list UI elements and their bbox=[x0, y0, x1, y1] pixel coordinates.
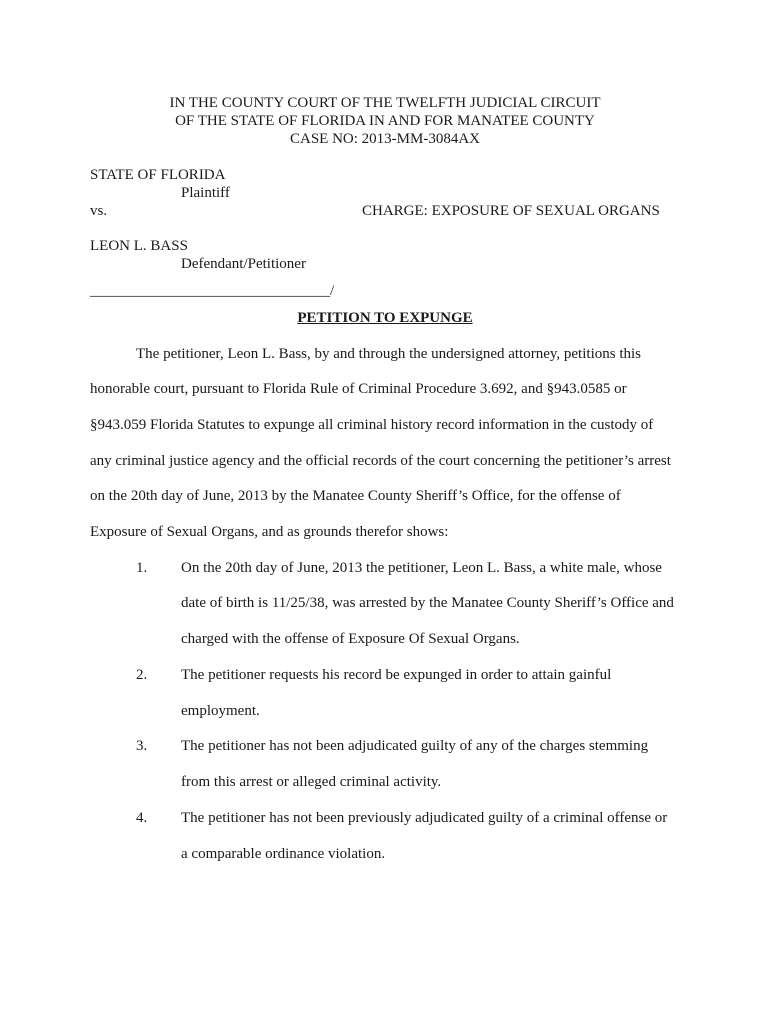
case-number: CASE NO: 2013-MM-3084AX bbox=[289, 131, 480, 147]
item-line: The petitioner has not been previously adjudicated guilty of a criminal offense or bbox=[181, 810, 668, 826]
item-line: charged with the offense of Exposure Of Sexual Organs. bbox=[181, 631, 520, 647]
item-line: On the 20th day of June, 2013 the petitioner, Leon L. Bass, a white male, whose bbox=[181, 560, 662, 576]
charge-label: CHARGE: EXPOSURE OF SEXUAL ORGANS bbox=[362, 203, 660, 219]
intro-line: on the 20th day of June, 2013 by the Manatee County Sheriff’s Office, for the offense of bbox=[90, 488, 621, 504]
item-number: 3. bbox=[136, 738, 148, 754]
item-number: 1. bbox=[136, 560, 148, 576]
item-line: The petitioner has not been adjudicated guilty of any of the charges stemming bbox=[181, 738, 649, 754]
court-line-2: OF THE STATE OF FLORIDA IN AND FOR MANATEE COUNTY bbox=[175, 113, 595, 129]
intro-line: §943.059 Florida Statutes to expunge all criminal history record information in the custody of bbox=[90, 417, 654, 433]
document-title: PETITION TO EXPUNGE bbox=[297, 310, 473, 326]
intro-line: The petitioner, Leon L. Bass, by and through the undersigned attorney, petitions this bbox=[136, 346, 641, 362]
item-number: 2. bbox=[136, 667, 148, 683]
caption-divider: ________________________________/ bbox=[90, 283, 335, 299]
defendant-role: Defendant/Petitioner bbox=[181, 256, 306, 272]
plaintiff-role: Plaintiff bbox=[181, 185, 230, 201]
item-line: from this arrest or alleged criminal activity. bbox=[181, 774, 442, 790]
item-line: date of birth is 11/25/38, was arrested by the Manatee County Sheriff’s Office and bbox=[181, 595, 674, 611]
intro-line: Exposure of Sexual Organs, and as grounds therefor shows: bbox=[90, 524, 449, 540]
intro-line: honorable court, pursuant to Florida Rule of Criminal Procedure 3.692, and §943.0585 or bbox=[90, 381, 627, 397]
item-line: a comparable ordinance violation. bbox=[181, 846, 386, 862]
item-line: employment. bbox=[181, 703, 260, 719]
versus-label: vs. bbox=[90, 203, 108, 219]
item-line: The petitioner requests his record be expunged in order to attain gainful bbox=[181, 667, 612, 683]
plaintiff-name: STATE OF FLORIDA bbox=[90, 167, 226, 183]
item-number: 4. bbox=[136, 810, 148, 826]
intro-line: any criminal justice agency and the official records of the court concerning the petitioner’s arrest bbox=[90, 453, 671, 469]
court-line-1: IN THE COUNTY COURT OF THE TWELFTH JUDICIAL CIRCUIT bbox=[169, 95, 601, 111]
defendant-name: LEON L. BASS bbox=[90, 238, 188, 254]
